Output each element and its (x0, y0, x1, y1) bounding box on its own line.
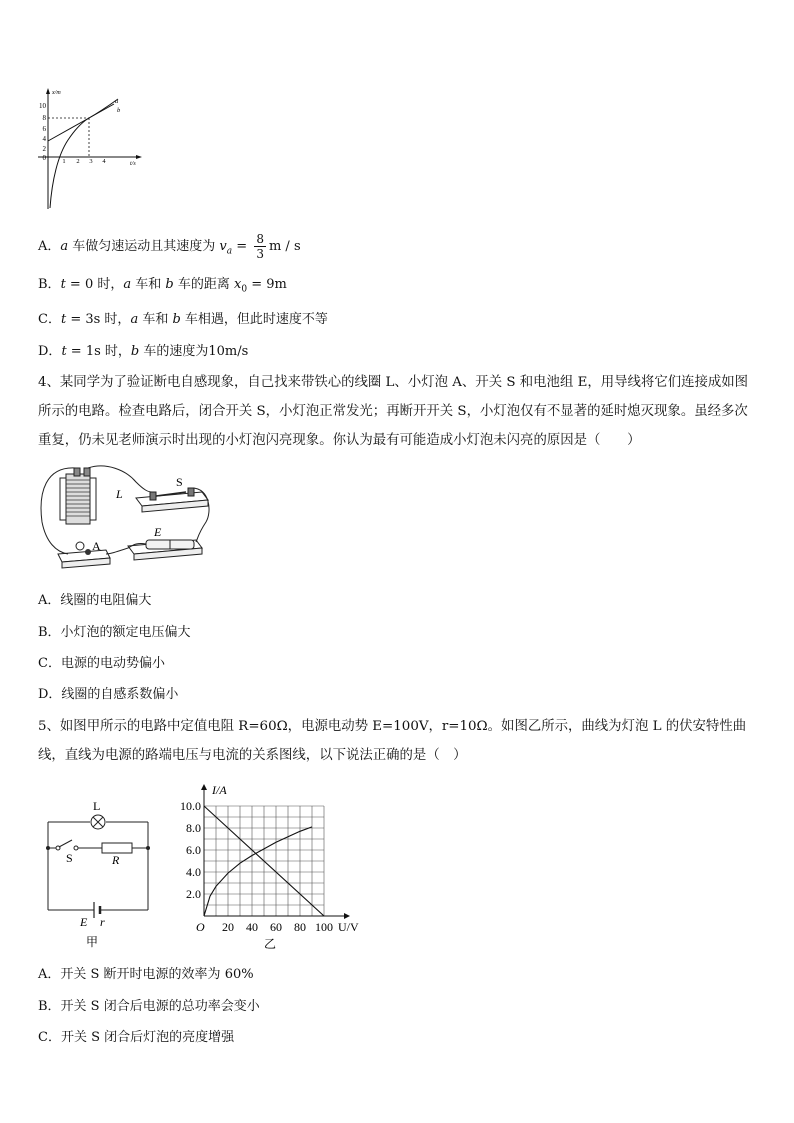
y-tick-label: 6.0 (186, 843, 201, 857)
y-tick-label: 4.0 (186, 865, 201, 879)
q5-stem: 5、如图甲所示的电路中定值电阻 R=60Ω，电源电动势 E=100V，r=10Ω。如图乙所示，曲线为灯泡 L 的伏安特性曲线，直线为电源的路端电压与电流的关系图线，以下说法正确的是（ ） (38, 719, 747, 763)
coil-label: L (116, 487, 123, 501)
svg-text:3: 3 (89, 158, 93, 165)
svg-text:8: 8 (42, 114, 46, 122)
y-tick-label: 2.0 (186, 887, 201, 901)
q5-option-a: A．开关 S 断开时电源的效率为 60% (38, 967, 254, 982)
svg-text:4: 4 (102, 158, 106, 165)
emf-e-label: E (80, 915, 88, 929)
svg-text:0: 0 (42, 154, 46, 162)
x-tick-label: 100 (315, 920, 333, 934)
q5-option-c: C．开关 S 闭合后灯泡的亮度增强 (38, 1030, 235, 1045)
curve-a-label: a (115, 98, 119, 105)
q4-option-a: A．线圈的电阻偏大 (38, 593, 152, 608)
q4-apparatus-figure (36, 462, 216, 574)
y-axis-arrow (201, 784, 207, 790)
x-axis-arrow (344, 913, 350, 919)
x-tick-label: 20 (222, 920, 234, 934)
q4-option-b: B．小灯泡的额定电压偏大 (38, 625, 191, 640)
q5-option-b: B．开关 S 闭合后电源的总功率会变小 (38, 999, 260, 1014)
fraction: $\frac{8}{3}$ (256, 232, 264, 261)
xt-y-label: x/m (52, 90, 61, 96)
y-tick-label: 8.0 (186, 821, 201, 835)
circuit-diagram-jia (36, 798, 161, 950)
resistor-r-label: R (112, 853, 120, 867)
svg-text:1: 1 (62, 158, 66, 165)
svg-text:2: 2 (76, 158, 80, 165)
caption-yi: 乙 (264, 937, 277, 951)
origin-label: O (196, 920, 205, 934)
svg-text:10: 10 (39, 102, 46, 110)
caption-jia: 甲 (86, 935, 99, 949)
q4-option-c: C．电源的电动势偏小 (38, 656, 165, 671)
battery-label: E (154, 525, 162, 539)
switch-label: S (176, 475, 183, 489)
curve-b-label: b (117, 107, 121, 114)
q4-stem: 4、某同学为了验证断电自感现象，自己找来带铁心的线圈 L、小灯泡 A、开关 S 和电池组 E，用导线将它们连接成如图所示的电路。检查电路后，闭合开关 S，小灯泡正常发光；再断开开关 S，小灯泡仅有不显著的延时熄灭现象。虽经多次重复，仍未见老师演示时出现的小灯泡闪亮现象。你认为最有可能造成小灯泡未闪亮的原因是（ ） (38, 375, 749, 448)
x-tick-label: 80 (294, 920, 306, 934)
y-tick-label: 10.0 (180, 799, 201, 813)
x-tick-label: 60 (270, 920, 282, 934)
svg-text:4: 4 (42, 135, 46, 143)
lamp-label: A (92, 539, 101, 553)
svg-text:2: 2 (42, 145, 46, 153)
iu-chart (168, 782, 368, 954)
x-tick-label: 40 (246, 920, 258, 934)
y-axis-label: I/A (212, 783, 227, 797)
switch-s-label: S (66, 851, 73, 865)
lamp-curve-series (204, 827, 312, 916)
x-axis-label: U/V (338, 920, 359, 934)
q3-option-d: D．t = 1s 时，b 车的速度为10m/s (38, 344, 249, 359)
q4-option-d: D．线圈的自感系数偏小 (38, 687, 179, 702)
svg-text:6: 6 (42, 125, 46, 133)
q3-option-c: C．t = 3s 时，a 车和 b 车相遇，但此时速度不等 (38, 312, 328, 327)
q3-option-b: B．t = 0 时，a 车和 b 车的距离 $x_0 = 9m$ (38, 277, 287, 295)
xt-graph (30, 85, 145, 213)
internal-r-label: r (100, 915, 105, 929)
q3-option-a: A．a 车做匀速运动且其速度为 $v_a$ = $\frac{8}{3}$ m / s (38, 232, 301, 261)
lamp-l-label: L (93, 799, 101, 813)
xt-x-label: t/s (130, 161, 136, 167)
